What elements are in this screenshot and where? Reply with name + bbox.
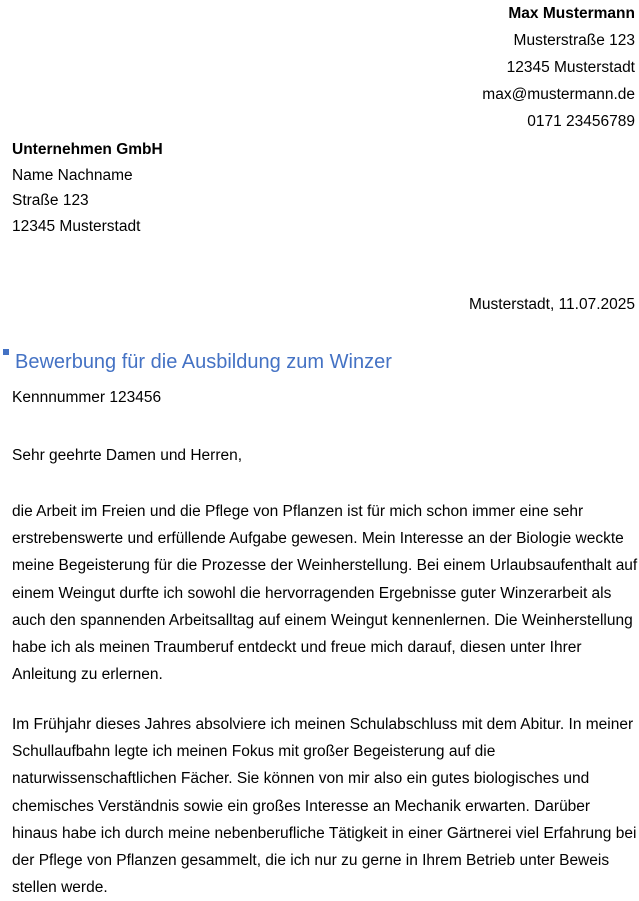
- place-date: Musterstadt, 11.07.2025: [468, 296, 635, 313]
- salutation: Sehr geehrte Damen und Herren,: [12, 447, 243, 464]
- recipient-city: 12345 Musterstadt: [12, 217, 141, 235]
- heading-marker-icon: [3, 349, 9, 355]
- subject-heading: Bewerbung für die Ausbildung zum Winzer: [15, 351, 392, 373]
- sender-city: 12345 Musterstadt: [506, 59, 635, 76]
- sender-phone: 0171 23456789: [527, 113, 635, 130]
- sender-address-block: [482, 0, 635, 135]
- sender-name: Max Mustermann: [508, 5, 635, 22]
- recipient-street: Straße 123: [12, 192, 89, 209]
- recipient-address-block: [12, 137, 163, 239]
- reference-number: Kennnummer 123456: [12, 389, 162, 406]
- recipient-contact: Name Nachname: [12, 166, 133, 184]
- body-paragraph: Im Frühjahr dieses Jahres absolviere ich meinen Schulabschluss mit dem Abitur. In meiner Schullaufbahn legte ich meinen Fokus mit großer Begeisterung auf die naturwissenschaftlichen Fächer. Sie können von mir also ein gutes biologisches und chemisches Verständnis sowie ein großes Interesse an Mechanik erwarten. Darüber hinaus habe ich durch meine nebenberufliche Tätigkeit in einer Gärtnerei viel Erfahrung bei der Pflege von Pflanzen gesammelt, die ich nur zu gerne in Ihrem Betrieb unter Beweis stellen werde.: [12, 716, 637, 897]
- recipient-company: Unternehmen GmbH: [12, 141, 163, 158]
- sender-email: max@mustermann.de: [482, 86, 635, 103]
- sender-street: Musterstraße 123: [513, 32, 635, 49]
- body-paragraph: die Arbeit im Freien und die Pflege von Pflanzen ist für mich schon immer eine sehr erstrebenswerte und erfüllende Aufgabe gewesen. Mein Interesse an der Biologie weckte meine Begeisterung für die Prozesse der Weinherstellung. Bei einem Urlaubsaufenthalt auf einem Weingut durfte ich sowohl die hervorragenden Ergebnisse guter Winzerarbeit als auch den spannenden Arbeitsalltag auf einem Weingut kennenlernen. Die Weinherstellung habe ich als meinen Traumberuf entdeckt und freue mich darauf, diesen unter Ihrer Anleitung zu erlernen.: [12, 503, 638, 684]
